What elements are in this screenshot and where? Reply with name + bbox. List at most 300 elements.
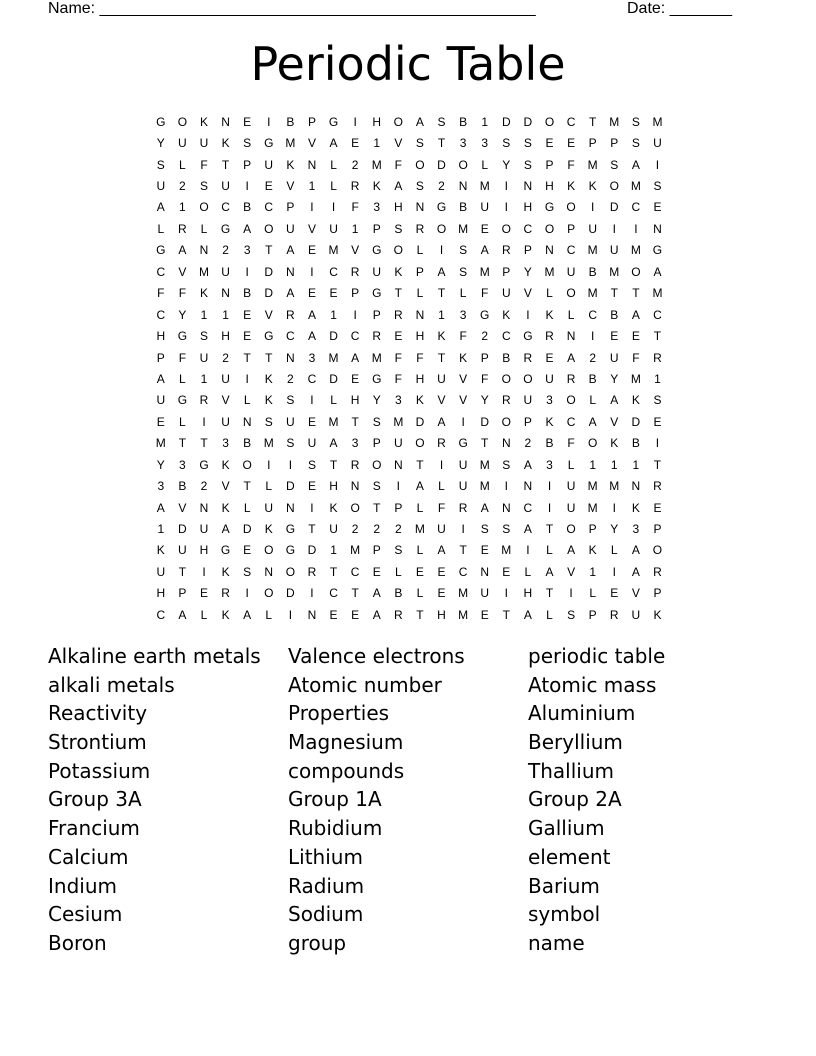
grid-letter: K xyxy=(502,307,511,322)
grid-letter: I xyxy=(245,586,249,601)
grid-letter: U xyxy=(480,200,490,215)
grid-letter: K xyxy=(199,114,208,129)
grid-letter: 1 xyxy=(157,522,165,537)
grid-letter: M xyxy=(544,264,555,279)
word-bank-item: Radium xyxy=(288,873,365,898)
grid-letter: H xyxy=(221,329,230,344)
grid-letter: 1 xyxy=(351,221,359,236)
grid-letter: O xyxy=(566,522,576,537)
grid-letter: M xyxy=(458,221,469,236)
grid-letter: O xyxy=(588,436,598,451)
grid-letter: O xyxy=(350,500,360,515)
grid-letter: K xyxy=(329,500,338,515)
word-bank-item: element xyxy=(528,844,611,869)
grid-letter: A xyxy=(415,479,424,494)
grid-letter: U xyxy=(199,350,209,365)
grid-letter: M xyxy=(587,243,598,258)
letter-grid xyxy=(150,111,670,626)
grid-letter: O xyxy=(566,393,576,408)
word-bank-item: Francium xyxy=(48,816,140,841)
grid-letter: 3 xyxy=(179,457,186,472)
grid-letter: T xyxy=(653,329,662,344)
grid-letter: V xyxy=(307,136,316,151)
grid-letter: C xyxy=(156,307,166,322)
page-title: Periodic Table xyxy=(250,37,566,91)
grid-letter: S xyxy=(459,264,468,279)
grid-letter: V xyxy=(523,286,532,301)
grid-letter: E xyxy=(437,586,446,601)
grid-letter: L xyxy=(157,221,165,236)
grid-row xyxy=(150,433,670,454)
grid-letter: E xyxy=(329,286,338,301)
grid-letter: E xyxy=(545,350,554,365)
grid-letter: L xyxy=(546,286,553,301)
grid-letter: M xyxy=(414,522,425,537)
grid-letter: U xyxy=(566,264,576,279)
grid-letter: P xyxy=(372,307,381,322)
grid-letter: U xyxy=(221,179,230,194)
grid-letter: S xyxy=(286,436,295,451)
grid-letter: A xyxy=(156,371,165,386)
grid-letter: P xyxy=(588,522,597,537)
grid-letter: A xyxy=(523,607,532,622)
grid-letter: P xyxy=(567,221,576,236)
grid-letter: A xyxy=(243,221,252,236)
grid-letter: N xyxy=(350,479,360,494)
grid-letter: P xyxy=(178,586,187,601)
grid-letter: 2 xyxy=(179,179,186,194)
grid-letter: M xyxy=(587,157,598,172)
grid-letter: M xyxy=(479,457,490,472)
grid-letter: B xyxy=(459,200,468,215)
grid-letter: A xyxy=(178,243,187,258)
grid-row xyxy=(150,283,670,304)
grid-letter: S xyxy=(480,522,489,537)
grid-letter: U xyxy=(329,221,338,236)
grid-letter: G xyxy=(285,543,296,558)
grid-letter: I xyxy=(245,371,249,386)
grid-letter: Y xyxy=(156,457,165,472)
grid-letter: S xyxy=(459,243,468,258)
grid-letter: L xyxy=(524,564,532,579)
grid-letter: T xyxy=(243,350,251,365)
grid-letter: B xyxy=(631,436,640,451)
grid-letter: H xyxy=(329,479,338,494)
grid-letter: M xyxy=(587,479,598,494)
grid-letter: E xyxy=(653,414,662,429)
grid-letter: U xyxy=(609,243,619,258)
grid-letter: E xyxy=(653,500,662,515)
grid-letter: H xyxy=(156,586,166,601)
grid-letter: N xyxy=(501,436,511,451)
grid-letter: V xyxy=(567,564,576,579)
grid-letter: I xyxy=(591,200,595,215)
grid-letter: M xyxy=(501,543,512,558)
grid-letter: K xyxy=(221,607,230,622)
grid-letter: V xyxy=(178,264,187,279)
grid-letter: 3 xyxy=(546,457,553,472)
grid-letter: I xyxy=(331,200,336,215)
grid-letter: V xyxy=(394,136,403,151)
word-bank-item: Lithium xyxy=(288,844,363,869)
grid-letter: M xyxy=(371,350,382,365)
grid-letter: V xyxy=(178,500,187,515)
grid-letter: A xyxy=(329,136,338,151)
grid-letter: E xyxy=(307,243,316,258)
grid-letter: A xyxy=(307,307,316,322)
grid-letter: G xyxy=(480,307,490,322)
grid-letter: M xyxy=(630,179,641,194)
word-bank-item: Thallium xyxy=(528,758,614,783)
grid-letter: R xyxy=(178,221,187,236)
grid-letter: A xyxy=(480,243,489,258)
grid-letter: I xyxy=(439,243,444,258)
grid-letter: D xyxy=(631,414,641,429)
grid-letter: F xyxy=(567,436,575,451)
grid-letter: T xyxy=(329,457,338,472)
grid-letter: S xyxy=(372,414,381,429)
grid-letter: T xyxy=(394,286,402,301)
grid-letter: O xyxy=(566,286,576,301)
grid-letter: N xyxy=(415,307,425,322)
grid-letter: U xyxy=(178,543,187,558)
grid-letter: L xyxy=(567,457,575,472)
grid-letter: I xyxy=(202,414,206,429)
word-bank-item: Potassium xyxy=(48,758,151,783)
grid-letter: 2 xyxy=(287,371,294,386)
grid-letter: I xyxy=(310,200,314,215)
grid-letter: S xyxy=(631,136,640,151)
grid-letter: A xyxy=(156,200,165,215)
grid-letter: L xyxy=(416,286,424,301)
grid-letter: V xyxy=(307,221,316,236)
grid-letter: P xyxy=(588,136,597,151)
grid-letter: F xyxy=(351,200,359,215)
grid-letter: I xyxy=(504,200,508,215)
grid-row xyxy=(150,175,670,196)
grid-letter: A xyxy=(523,457,532,472)
grid-letter: T xyxy=(178,564,187,579)
grid-letter: C xyxy=(501,329,511,344)
grid-letter: A xyxy=(631,307,640,322)
grid-letter: G xyxy=(199,457,209,472)
grid-letter: R xyxy=(653,564,662,579)
grid-letter: L xyxy=(459,286,467,301)
grid-letter: H xyxy=(545,179,554,194)
grid-letter: O xyxy=(501,414,511,429)
grid-letter: T xyxy=(373,500,381,515)
grid-letter: P xyxy=(156,350,165,365)
grid-row xyxy=(150,240,670,261)
grid-letter: L xyxy=(200,607,208,622)
grid-letter: D xyxy=(264,264,274,279)
grid-row xyxy=(150,368,670,389)
word-bank-item: Aluminium xyxy=(528,701,636,726)
grid-letter: T xyxy=(221,157,230,172)
grid-letter: E xyxy=(243,543,252,558)
word-bank-item: alkali metals xyxy=(48,672,175,697)
grid-letter: I xyxy=(526,543,530,558)
grid-letter: D xyxy=(264,286,274,301)
grid-letter: S xyxy=(502,136,511,151)
grid-letter: P xyxy=(502,264,511,279)
grid-letter: T xyxy=(351,414,359,429)
grid-letter: G xyxy=(177,393,188,408)
grid-letter: E xyxy=(156,414,165,429)
grid-letter: C xyxy=(156,607,166,622)
date-field: Date: _______ xyxy=(627,0,732,17)
grid-letter: U xyxy=(286,414,295,429)
grid-letter: 1 xyxy=(632,457,640,472)
grid-letter: 2 xyxy=(351,157,359,172)
grid-letter: 2 xyxy=(222,243,229,258)
grid-letter: B xyxy=(243,436,252,451)
word-bank xyxy=(48,642,768,958)
grid-letter: E xyxy=(567,136,576,151)
grid-letter: M xyxy=(285,136,296,151)
word-bank-item: Atomic mass xyxy=(528,672,657,697)
grid-letter: 3 xyxy=(481,136,489,151)
grid-letter: D xyxy=(286,586,295,601)
grid-letter: K xyxy=(545,307,554,322)
grid-letter: P xyxy=(243,157,252,172)
grid-letter: 3 xyxy=(459,307,467,322)
grid-letter: E xyxy=(502,564,511,579)
grid-letter: A xyxy=(286,243,295,258)
grid-letter: C xyxy=(566,243,576,258)
grid-letter: N xyxy=(501,500,511,515)
grid-letter: P xyxy=(307,114,316,129)
grid-letter: R xyxy=(523,350,533,365)
grid-letter: U xyxy=(566,500,576,515)
grid-letter: I xyxy=(439,457,444,472)
grid-letter: B xyxy=(178,479,187,494)
grid-letter: C xyxy=(307,371,317,386)
grid-letter: G xyxy=(156,114,166,129)
grid-letter: E xyxy=(480,607,489,622)
grid-letter: R xyxy=(199,393,209,408)
grid-letter: L xyxy=(200,221,208,236)
grid-letter: 3 xyxy=(308,350,316,365)
grid-letter: R xyxy=(393,307,403,322)
grid-letter: H xyxy=(372,114,382,129)
grid-letter: K xyxy=(588,543,597,558)
grid-letter: L xyxy=(243,393,251,408)
grid-letter: I xyxy=(526,307,530,322)
grid-letter: D xyxy=(242,522,252,537)
grid-letter: G xyxy=(523,329,533,344)
grid-letter: H xyxy=(350,393,360,408)
grid-letter: 2 xyxy=(438,179,445,194)
grid-letter: I xyxy=(310,586,314,601)
grid-letter: G xyxy=(372,371,382,386)
grid-row xyxy=(150,454,670,475)
grid-letter: M xyxy=(328,350,339,365)
grid-letter: L xyxy=(546,543,553,558)
grid-letter: I xyxy=(245,264,249,279)
grid-letter: S xyxy=(415,136,424,151)
grid-letter: L xyxy=(265,479,273,494)
grid-letter: 2 xyxy=(200,479,208,494)
grid-letter: A xyxy=(588,414,597,429)
grid-letter: V xyxy=(221,393,230,408)
grid-letter: I xyxy=(461,414,465,429)
grid-letter: R xyxy=(350,457,360,472)
grid-letter: V xyxy=(459,393,468,408)
grid-letter: S xyxy=(394,543,403,558)
grid-letter: U xyxy=(480,586,490,601)
grid-letter: U xyxy=(178,136,187,151)
grid-letter: L xyxy=(330,393,337,408)
grid-letter: M xyxy=(609,264,620,279)
grid-letter: I xyxy=(569,586,573,601)
word-bank-item: group xyxy=(288,930,347,955)
grid-letter: U xyxy=(437,522,446,537)
grid-letter: F xyxy=(394,157,402,172)
grid-letter: S xyxy=(502,522,511,537)
grid-letter: Y xyxy=(178,307,187,322)
grid-letter: S xyxy=(372,479,381,494)
word-bank-item: Calcium xyxy=(48,844,129,869)
grid-letter: O xyxy=(177,114,188,129)
grid-letter: L xyxy=(589,586,597,601)
grid-letter: R xyxy=(350,264,360,279)
grid-letter: V xyxy=(459,371,468,386)
word-bank-item: Atomic number xyxy=(288,672,442,697)
grid-letter: 2 xyxy=(351,522,359,537)
grid-letter: U xyxy=(156,393,166,408)
grid-letter: T xyxy=(545,586,554,601)
grid-letter: U xyxy=(501,286,511,301)
grid-letter: 2 xyxy=(373,522,381,537)
word-bank-item: name xyxy=(528,930,585,955)
grid-row xyxy=(150,390,670,411)
grid-letter: 1 xyxy=(589,457,597,472)
grid-letter: T xyxy=(610,286,618,301)
grid-letter: Y xyxy=(480,393,489,408)
grid-letter: R xyxy=(609,607,619,622)
grid-letter: C xyxy=(350,564,360,579)
grid-letter: M xyxy=(263,436,274,451)
grid-letter: 1 xyxy=(610,457,618,472)
grid-letter: I xyxy=(310,500,314,515)
grid-letter: I xyxy=(547,479,552,494)
grid-letter: O xyxy=(458,157,468,172)
grid-letter: B xyxy=(588,264,597,279)
grid-letter: C xyxy=(523,221,533,236)
grid-letter: I xyxy=(504,179,508,194)
grid-letter: Y xyxy=(502,157,511,172)
grid-letter: 1 xyxy=(438,307,445,322)
grid-letter: K xyxy=(286,157,295,172)
grid-letter: F xyxy=(157,286,165,301)
grid-letter: U xyxy=(264,500,274,515)
grid-letter: P xyxy=(480,350,489,365)
word-bank-item: Valence electrons xyxy=(288,644,465,668)
grid-letter: A xyxy=(156,500,165,515)
grid-letter: S xyxy=(394,221,403,236)
grid-letter: E xyxy=(243,329,252,344)
grid-letter: O xyxy=(264,221,274,236)
grid-letter: R xyxy=(458,500,468,515)
grid-letter: S xyxy=(502,457,511,472)
grid-letter: K xyxy=(610,436,619,451)
grid-letter: U xyxy=(221,371,230,386)
grid-letter: E xyxy=(653,200,662,215)
grid-letter: U xyxy=(523,393,533,408)
grid-letter: B xyxy=(502,350,511,365)
grid-row xyxy=(150,132,670,153)
grid-letter: S xyxy=(243,564,252,579)
grid-letter: E xyxy=(480,543,489,558)
grid-letter: A xyxy=(329,436,338,451)
word-bank-item: symbol xyxy=(528,902,601,927)
word-bank-item: periodic table xyxy=(528,644,666,668)
grid-letter: L xyxy=(330,179,337,194)
grid-letter: I xyxy=(612,500,616,515)
grid-letter: D xyxy=(609,200,619,215)
grid-row xyxy=(150,561,670,582)
grid-letter: A xyxy=(437,543,446,558)
grid-letter: L xyxy=(330,157,337,172)
grid-letter: U xyxy=(566,479,576,494)
grid-letter: 3 xyxy=(632,522,640,537)
grid-letter: N xyxy=(566,329,576,344)
grid-row xyxy=(150,583,670,604)
grid-letter: O xyxy=(436,221,447,236)
grid-letter: E xyxy=(631,329,640,344)
grid-letter: 3 xyxy=(394,393,402,408)
grid-letter: P xyxy=(351,286,360,301)
grid-letter: M xyxy=(609,479,620,494)
grid-letter: G xyxy=(372,243,382,258)
grid-letter: 2 xyxy=(589,350,597,365)
grid-letter: F xyxy=(178,286,187,301)
grid-letter: C xyxy=(588,307,597,322)
grid-letter: I xyxy=(288,457,293,472)
grid-letter: N xyxy=(523,179,533,194)
word-bank-item: compounds xyxy=(288,758,405,783)
grid-letter: E xyxy=(480,221,489,236)
grid-letter: K xyxy=(221,500,230,515)
grid-letter: P xyxy=(523,243,532,258)
grid-row xyxy=(150,475,670,496)
grid-letter: L xyxy=(546,607,553,622)
grid-letter: 1 xyxy=(589,564,597,579)
grid-letter: O xyxy=(631,264,641,279)
grid-letter: O xyxy=(372,457,382,472)
grid-letter: H xyxy=(199,543,209,558)
grid-letter: D xyxy=(307,543,317,558)
grid-letter: E xyxy=(372,564,381,579)
grid-letter: O xyxy=(264,586,274,601)
grid-letter: L xyxy=(179,157,186,172)
grid-letter: L xyxy=(589,393,597,408)
grid-letter: L xyxy=(610,543,618,558)
grid-letter: 1 xyxy=(308,179,316,194)
grid-letter: P xyxy=(372,543,381,558)
grid-letter: M xyxy=(652,286,663,301)
word-bank-item: Group 1A xyxy=(288,787,382,812)
grid-letter: O xyxy=(393,114,403,129)
grid-row xyxy=(150,604,670,625)
grid-letter: K xyxy=(653,607,662,622)
grid-letter: R xyxy=(437,436,446,451)
grid-letter: E xyxy=(394,329,403,344)
grid-letter: K xyxy=(545,414,554,429)
grid-letter: S xyxy=(199,329,208,344)
grid-letter: 3 xyxy=(351,436,359,451)
